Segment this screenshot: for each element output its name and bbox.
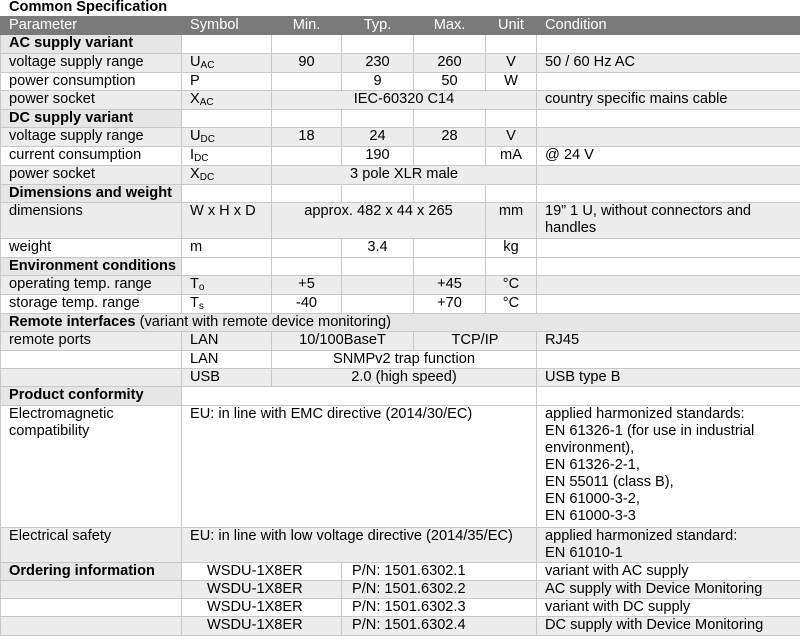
- col-header: Condition: [537, 17, 800, 35]
- pn-cell: P/N: 1501.6302.2: [342, 580, 537, 598]
- col-header: Symbol: [182, 17, 272, 35]
- value-cell: TCP/IP: [414, 332, 537, 350]
- typ-cell: 3.4: [342, 239, 414, 257]
- section-title: Remote interfaces (variant with remote device monitoring): [1, 314, 800, 332]
- table-row: [1, 405, 800, 527]
- section-title: AC supply variant: [1, 35, 182, 53]
- section-title: Product conformity: [1, 387, 182, 405]
- symbol-cell: m: [182, 239, 272, 257]
- table-header: [1, 17, 800, 35]
- col-header: Typ.: [342, 17, 414, 35]
- desc-cell: DC supply with Device Monitoring: [537, 617, 800, 635]
- table-row: [1, 239, 800, 257]
- param-cell: remote ports: [1, 332, 182, 350]
- section-row: [1, 109, 800, 127]
- typ-cell: 190: [342, 147, 414, 166]
- symbol-cell: USB: [182, 368, 272, 386]
- pn-cell: P/N: 1501.6302.1: [342, 562, 537, 580]
- condition-cell: country specific mains cable: [537, 90, 800, 109]
- symbol-cell: LAN: [182, 332, 272, 350]
- section-title: Ordering information: [1, 562, 182, 580]
- spec-table: [0, 16, 800, 636]
- value-cell: 2.0 (high speed): [272, 368, 537, 386]
- table-row: [1, 527, 800, 562]
- section-row: [1, 185, 800, 203]
- standard-line: EN 61000-3-3: [545, 507, 636, 524]
- symbol-cell: $X_{AC}$: [182, 90, 272, 109]
- table-row: [1, 203, 800, 239]
- table-row: [1, 276, 800, 295]
- table-row: [1, 332, 800, 350]
- param-cell: Electrical safety: [1, 527, 182, 562]
- standard-line: EN 61010-1: [545, 544, 623, 561]
- pn-cell: P/N: 1501.6302.3: [342, 599, 537, 617]
- symbol-cell: P: [182, 72, 272, 90]
- unit-cell: °C: [486, 295, 537, 314]
- max-cell: 28: [414, 128, 486, 147]
- condition-cell: [537, 405, 800, 527]
- param-cell: Electromagnetic compatibility: [1, 405, 182, 527]
- min-cell: 18: [272, 128, 342, 147]
- table-row: [1, 72, 800, 90]
- table-row: [1, 128, 800, 147]
- value-cell: EU: in line with EMC directive (2014/30/EC): [182, 405, 537, 527]
- section-row: [1, 387, 800, 405]
- max-cell: +70: [414, 295, 486, 314]
- param-cell: weight: [1, 239, 182, 257]
- standard-line: EN 61326-1 (for use in industrial environment),: [545, 422, 755, 456]
- value-cell: IEC-60320 C14: [272, 90, 537, 109]
- param-cell: voltage supply range: [1, 128, 182, 147]
- min-cell: 90: [272, 53, 342, 72]
- unit-cell: mA: [486, 147, 537, 166]
- min-cell: -40: [272, 295, 342, 314]
- param-cell: current consumption: [1, 147, 182, 166]
- col-header: Min.: [272, 17, 342, 35]
- desc-cell: AC supply with Device Monitoring: [537, 580, 800, 598]
- condition-cell: 50 / 60 Hz AC: [537, 53, 800, 72]
- condition-cell: 19” 1 U, without connectors and handles: [537, 203, 800, 239]
- unit-cell: mm: [486, 203, 537, 239]
- symbol-cell: $T_o$: [182, 276, 272, 295]
- param-cell: voltage supply range: [1, 53, 182, 72]
- standard-line: EN 61326-2-1,: [545, 456, 640, 473]
- table-row: [1, 599, 800, 617]
- max-cell: 50: [414, 72, 486, 90]
- model-cell: WSDU-1X8ER: [182, 617, 342, 635]
- symbol-cell: $X_{DC}$: [182, 166, 272, 185]
- table-row: [1, 580, 800, 598]
- param-cell: storage temp. range: [1, 295, 182, 314]
- model-cell: WSDU-1X8ER: [182, 562, 342, 580]
- typ-cell: 9: [342, 72, 414, 90]
- param-cell: power socket: [1, 166, 182, 185]
- table-row: [1, 350, 800, 368]
- table-row: [1, 166, 800, 185]
- desc-cell: variant with AC supply: [537, 562, 800, 580]
- symbol-cell: LAN: [182, 350, 272, 368]
- table-row: [1, 295, 800, 314]
- col-header: Unit: [486, 17, 537, 35]
- symbol-cell: $U_{AC}$: [182, 53, 272, 72]
- condition-cell: [537, 527, 800, 562]
- unit-cell: V: [486, 128, 537, 147]
- standard-line: EN 55011 (class B),: [545, 473, 674, 490]
- value-cell: 10/100BaseT: [272, 332, 414, 350]
- table-row: [1, 147, 800, 166]
- unit-cell: V: [486, 53, 537, 72]
- col-header: Parameter: [1, 17, 182, 35]
- typ-cell: 230: [342, 53, 414, 72]
- standard-line: EN 61000-3-2,: [545, 490, 640, 507]
- symbol-cell: $T_s$: [182, 295, 272, 314]
- value-cell: approx. 482 x 44 x 265: [272, 203, 486, 239]
- max-cell: 260: [414, 53, 486, 72]
- symbol-cell: $I_{DC}$: [182, 147, 272, 166]
- section-row: [1, 257, 800, 275]
- condition-cell: USB type B: [537, 368, 800, 386]
- model-cell: WSDU-1X8ER: [182, 580, 342, 598]
- section-row: [1, 314, 800, 332]
- model-cell: WSDU-1X8ER: [182, 599, 342, 617]
- value-cell: SNMPv2 trap function: [272, 350, 537, 368]
- condition-cell: RJ45: [537, 332, 800, 350]
- section-title: Dimensions and weight: [1, 185, 182, 203]
- table-row: [1, 368, 800, 386]
- unit-cell: °C: [486, 276, 537, 295]
- section-title: Environment conditions: [1, 257, 182, 275]
- table-row: [1, 562, 800, 580]
- typ-cell: 24: [342, 128, 414, 147]
- condition-cell: @ 24 V: [537, 147, 800, 166]
- standard-line: applied harmonized standards:: [545, 405, 745, 422]
- param-cell: power socket: [1, 90, 182, 109]
- table-row: [1, 617, 800, 635]
- table-row: [1, 53, 800, 72]
- value-cell: 3 pole XLR male: [272, 166, 537, 185]
- col-header: Max.: [414, 17, 486, 35]
- standard-line: applied harmonized standard:: [545, 527, 738, 544]
- section-row: [1, 35, 800, 53]
- section-title: DC supply variant: [1, 109, 182, 127]
- table-row: [1, 90, 800, 109]
- max-cell: +45: [414, 276, 486, 295]
- param-cell: power consumption: [1, 72, 182, 90]
- page-title: Common Specification: [9, 0, 168, 15]
- value-cell: EU: in line with low voltage directive (2014/35/EC): [182, 527, 537, 562]
- min-cell: +5: [272, 276, 342, 295]
- unit-cell: kg: [486, 239, 537, 257]
- unit-cell: W: [486, 72, 537, 90]
- param-cell: dimensions: [1, 203, 182, 239]
- param-cell: operating temp. range: [1, 276, 182, 295]
- desc-cell: variant with DC supply: [537, 599, 800, 617]
- symbol-cell: W x H x D: [182, 203, 272, 239]
- symbol-cell: $U_{DC}$: [182, 128, 272, 147]
- pn-cell: P/N: 1501.6302.4: [342, 617, 537, 635]
